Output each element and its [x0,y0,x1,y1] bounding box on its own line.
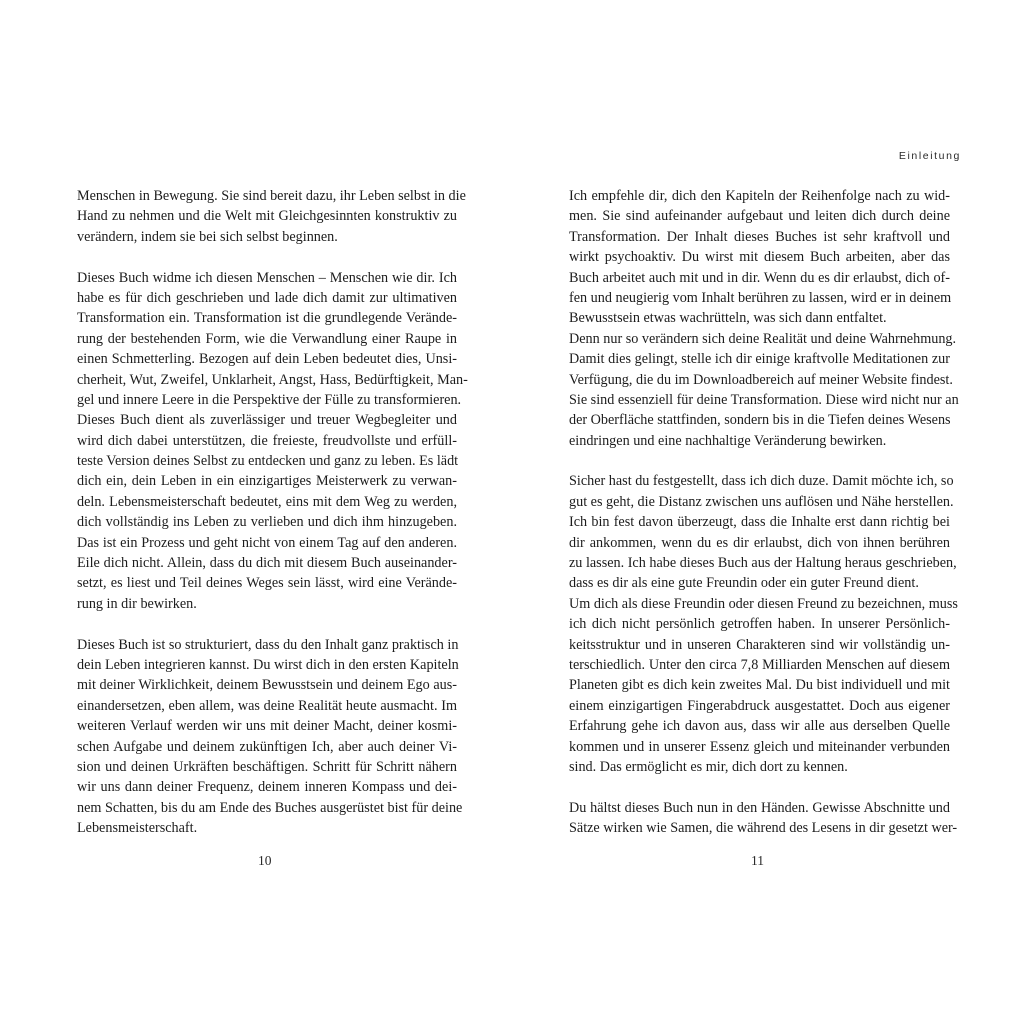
text-line: einem einzigartigen Fingerabdruck ausgestattet. Doch aus eigener [569,697,950,714]
text-line: gel und innere Leere in die Perspektive der Fülle zu transformieren. [77,391,462,408]
paragraph-spacer [569,777,950,797]
text-line: men. Sie sind aufeinander aufgebaut und leiten dich durch deine [569,208,950,225]
text-line: Sätze wirken wie Samen, die während des Lesens in dir gesetzt wer- [569,820,958,837]
text-line: gut es geht, die Distanz zwischen uns auflösen und Nähe herstellen. [569,493,954,510]
text-line: sind. Das ermöglicht es mir, dich dort zu kennen. [569,758,848,775]
text-line: rung der bestehenden Form, wie die Verwandlung einer Raupe in [77,330,457,347]
paragraph [77,186,466,247]
right-page [512,0,1024,1024]
text-line: wird dich dabei unterstützen, die freieste, freudvollste und erfüll- [77,432,457,449]
text-line: einen Schmetterling. Bezogen auf dein Leben bedeutet dies, Unsi- [77,351,457,368]
paragraph-spacer [77,614,457,634]
text-line: schen Aufgabe und deinem zukünftigen Ich, aber auch deiner Vi- [77,738,457,755]
text-line: Ich bin fest davon überzeugt, dass die Inhalte erst dann richtig bei [569,514,950,531]
text-line: Denn nur so verändern sich deine Realität und deine Wahrnehmung. [569,330,957,347]
paragraph [569,186,950,329]
text-line: setzt, es liest und Teil deines Weges sein lässt, wird eine Verände- [77,575,457,592]
text-line: Transformation ein. Transformation ist die grundlegende Verände- [77,310,457,327]
text-line: dir ankommen, wenn du es dir erlaubst, dich von ihnen berühren [569,534,950,551]
text-line: sion und deinen Urkräften beschäftigen. Schritt für Schritt nähern [77,758,457,775]
text-line: fen und neugierig vom Inhalt berühren zu lassen, wird er in deinem [569,289,952,306]
text-line: Menschen in Bewegung. Sie sind bereit dazu, ihr Leben selbst in die [77,188,466,204]
paragraph [77,268,468,615]
text-line: habe es für dich geschrieben und lade dich damit zur ultimativen [77,289,457,306]
text-line: Transformation. Der Inhalt dieses Buches ist sehr kraftvoll und [569,228,950,245]
text-line: Erfahrung gehe ich davon aus, dass wir alle aus derselben Quelle [569,718,950,735]
text-line: wir uns dann deiner Frequenz, deinem inneren Kompass und dei- [77,779,457,796]
text-line: Dieses Buch dient als zuverlässiger und treuer Wegbegleiter und [77,412,457,429]
text-line: Buch arbeitet auch mit und in dir. Wenn du es dir erlaubst, dich of- [569,269,950,286]
text-line: terschiedlich. Unter den circa 7,8 Milliarden Menschen auf diesem [569,656,950,673]
text-line: einandersetzen, eben allem, was deine Realität heute ausmacht. Im [77,697,457,714]
text-line: eindringen und eine nachhaltige Veränderung bewirken. [569,432,887,449]
text-line: dich ein, dein Leben in ein einzigartiges Meisterwerk zu verwan- [77,473,457,490]
text-line: Bewusstsein etwas wachrütteln, was sich dann entfaltet. [569,310,887,327]
text-line: Eile dich nicht. Allein, dass du dich mit diesem Buch auseinander- [77,555,457,572]
text-line: Ich empfehle dir, dich den Kapiteln der Reihenfolge nach zu wid- [569,188,950,204]
text-line: dass es dir als eine gute Freundin oder ein guter Freund dient. [569,575,919,592]
paragraph-spacer [77,247,457,267]
paragraph [569,329,959,451]
text-line: keitsstruktur und in unseren Charakteren sind wir vollständig un- [569,636,950,653]
left-page-body [77,186,468,839]
text-line: Damit dies gelingt, stelle ich dir einige kraftvolle Meditationen zur [569,351,950,368]
text-line: Du hältst dieses Buch nun in den Händen. Gewisse Abschnitte und [569,799,950,816]
text-line: teste Version deines Selbst zu entdecken und ganz zu leben. Es lädt [77,453,459,470]
paragraph [569,471,957,593]
right-page-body [569,186,959,839]
text-line: Dieses Buch ist so strukturiert, dass du den Inhalt ganz praktisch in [77,636,459,653]
text-line: Um dich als diese Freundin oder diesen Freund zu bezeichnen, muss [569,595,958,612]
text-line: Sie sind essenziell für deine Transformation. Diese wird nicht nur an [569,391,959,408]
text-line: ich dich nicht persönlich getroffen haben. In unserer Persönlich- [569,616,950,633]
text-line: deln. Lebensmeisterschaft bedeutet, eins mit dem Weg zu werden, [77,493,457,510]
text-line: der Oberfläche stattfinden, sondern bis in die Tiefen deines Wesens [569,412,951,429]
text-line: verändern, indem sie bei sich selbst beginnen. [77,228,338,245]
text-line: nem Schatten, bis du am Ende des Buches ausgerüstet bist für deine [77,799,463,816]
text-line: dein Leben integrieren kannst. Du wirst dich in den ersten Kapiteln [77,656,459,673]
text-line: Hand zu nehmen und die Welt mit Gleichgesinnten konstruktiv zu [77,208,457,225]
page-number-right: 11 [751,853,764,868]
text-line: Planeten gibt es dich kein zweites Mal. Du bist individuell und mit [569,677,950,694]
page-number-left: 10 [258,853,272,868]
running-head: Einleitung [898,150,961,162]
text-line: dich vollständig ins Leben zu verlieben und dich ihm hinzugeben. [77,514,457,531]
paragraph [77,635,463,839]
paragraph-spacer [569,451,950,471]
text-line: mit deiner Wirklichkeit, deinem Bewusstsein und deinem Ego aus- [77,677,457,694]
text-line: Lebensmeisterschaft. [77,820,198,837]
paragraph [569,798,958,839]
text-line: Dieses Buch widme ich diesen Menschen – Menschen wie dir. Ich [77,269,457,286]
paragraph [569,594,958,778]
text-line: wirkt psychoaktiv. Du wirst mit diesem Buch arbeiten, aber das [569,249,950,266]
text-line: Verfügung, die du im Downloadbereich auf meiner Website findest. [569,371,953,388]
text-line: weiteren Verlauf werden wir uns mit deiner Macht, deiner kosmi- [77,718,457,735]
text-line: Sicher hast du festgestellt, dass ich dich duze. Damit möchte ich, so [569,473,954,490]
text-line: kommen und in unserer Essenz gleich und miteinander verbunden [569,738,950,755]
text-line: cherheit, Wut, Zweifel, Unklarheit, Angst, Hass, Bedürftigkeit, Man- [77,371,468,388]
text-line: zu lassen. Ich habe dieses Buch aus der Haltung heraus geschrieben, [569,555,957,572]
text-line: rung in dir bewirken. [77,595,197,612]
text-line: Das ist ein Prozess und geht nicht von einem Tag auf den anderen. [77,534,457,551]
